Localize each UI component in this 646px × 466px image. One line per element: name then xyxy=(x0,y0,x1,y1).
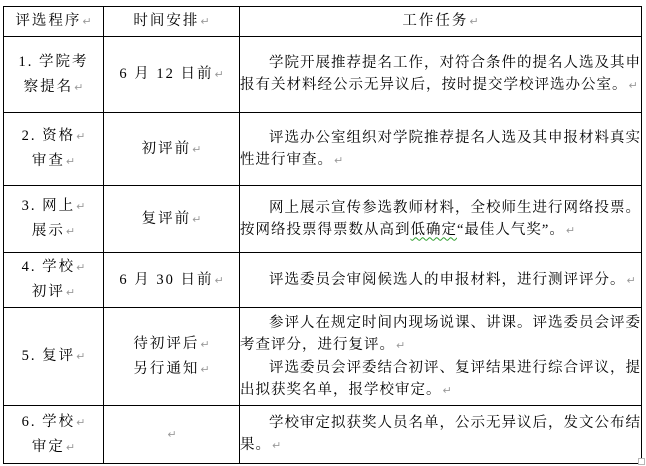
table-row xyxy=(4,253,642,308)
header-label-task: 工作任务 xyxy=(402,13,469,29)
spellcheck-wavy-text: 低确定 xyxy=(410,221,457,238)
task-text: 评选委员会审阅候选人的申报材料，进行测评评分。 xyxy=(269,271,626,288)
time-text: 6 月 30 日前 xyxy=(119,271,214,288)
paragraph-mark-icon: ↵ xyxy=(200,337,210,351)
time-cell xyxy=(104,113,240,186)
procedure-cell xyxy=(4,113,104,186)
procedure-line xyxy=(4,75,103,100)
paragraph-mark-icon: ↵ xyxy=(76,130,86,143)
header-cell-task xyxy=(240,7,642,37)
task-paragraph xyxy=(240,52,641,97)
procedure-line xyxy=(4,280,103,305)
task-text: “最佳人气奖”。 xyxy=(457,221,565,238)
task-cell xyxy=(240,308,642,406)
paragraph-mark-icon: ↵ xyxy=(200,15,210,28)
paragraph-mark-icon: ↵ xyxy=(214,68,224,81)
task-paragraph xyxy=(240,312,641,357)
task-cell xyxy=(240,113,642,186)
time-line xyxy=(104,357,239,382)
paragraph-mark-icon: ↵ xyxy=(214,273,224,287)
procedure-line xyxy=(4,149,103,174)
paragraph-mark-icon: ↵ xyxy=(65,440,76,454)
header-label-time: 时间安排 xyxy=(133,13,200,29)
table-row xyxy=(4,308,642,406)
procedure-line xyxy=(4,219,103,244)
procedure-cell xyxy=(4,406,104,464)
time-cell xyxy=(104,37,240,113)
task-text: 评选委员会评委结合初评、复评结果进行综合评议，提出拟获奖名单，报学校审定。 xyxy=(240,359,641,398)
paragraph-mark-icon: ↵ xyxy=(65,155,76,168)
procedure-line xyxy=(4,410,103,435)
procedure-line xyxy=(4,124,103,149)
paragraph-mark-icon: ↵ xyxy=(469,15,479,28)
procedure-line xyxy=(4,50,103,75)
procedure-text: 6. 学校 xyxy=(21,413,76,430)
task-paragraph xyxy=(240,357,641,402)
paragraph-mark-icon: ↵ xyxy=(76,350,86,363)
time-line xyxy=(104,332,239,357)
header-label-procedure: 评选程序 xyxy=(15,13,82,29)
procedure-text: 5. 复评 xyxy=(21,348,76,364)
paragraph-mark-icon: ↵ xyxy=(626,273,636,287)
time-text: 6 月 12 日前 xyxy=(119,66,214,82)
time-cell xyxy=(104,308,240,406)
paragraph-mark-icon: ↵ xyxy=(565,223,576,237)
paragraph-mark-icon: ↵ xyxy=(167,428,177,441)
procedure-cell xyxy=(4,37,104,113)
table-row xyxy=(4,37,642,113)
procedure-line xyxy=(4,344,103,369)
paragraph-mark-icon: ↵ xyxy=(272,439,282,452)
task-text: 学校审定拟获奖人员名单，公示无异议后，发文公布结果。 xyxy=(240,415,641,453)
task-text: 学院开展推荐提名工作，对符合条件的提名人选及其申报有关材料经公示无异议后，按时提交学校评选办公室。 xyxy=(240,55,641,93)
procedure-text: 2. 资格 xyxy=(21,128,76,144)
paragraph-mark-icon: ↵ xyxy=(192,142,202,156)
procedure-line xyxy=(4,194,103,219)
paragraph-mark-icon: ↵ xyxy=(442,383,452,397)
paragraph-mark-icon: ↵ xyxy=(65,286,76,299)
selection-procedure-table xyxy=(3,6,642,464)
time-line xyxy=(104,137,239,162)
procedure-cell xyxy=(4,186,104,253)
task-text: 参评人在规定时间内现场说课、讲课。评选委员会评委考查评分，进行复评。 xyxy=(240,314,641,353)
paragraph-mark-icon: ↵ xyxy=(192,212,202,226)
paragraph-mark-icon: ↵ xyxy=(82,15,92,28)
paragraph-mark-icon: ↵ xyxy=(76,261,86,274)
procedure-text: 察提名 xyxy=(23,78,74,95)
paragraph-mark-icon: ↵ xyxy=(76,200,86,213)
procedure-text: 展示 xyxy=(31,223,65,239)
procedure-text: 4. 学校 xyxy=(21,259,76,275)
time-cell xyxy=(104,186,240,253)
paragraph-mark-icon: ↵ xyxy=(200,362,210,376)
time-text: 初评前 xyxy=(141,140,192,157)
task-paragraph xyxy=(240,127,641,172)
task-cell xyxy=(240,406,642,464)
time-cell-empty xyxy=(104,406,240,464)
task-cell xyxy=(240,186,642,253)
time-text: 另行通知 xyxy=(133,360,200,377)
procedure-text: 审查 xyxy=(31,153,65,169)
paragraph-mark-icon: ↵ xyxy=(334,153,344,167)
time-line xyxy=(104,268,239,293)
procedure-text: 审定 xyxy=(31,438,65,455)
procedure-line xyxy=(4,255,103,280)
paragraph-mark-icon: ↵ xyxy=(628,79,638,92)
table-header-row xyxy=(4,7,642,37)
procedure-cell xyxy=(4,253,104,308)
time-text: 复评前 xyxy=(141,210,192,227)
table-row xyxy=(4,113,642,186)
task-cell xyxy=(240,37,642,113)
task-cell xyxy=(240,253,642,308)
time-line xyxy=(104,422,239,447)
procedure-text: 初评 xyxy=(31,284,65,300)
task-paragraph xyxy=(240,197,641,242)
task-paragraph xyxy=(240,269,641,292)
task-text: 评选办公室组织对学院推荐提名人选及其申报材料真实性进行审查。 xyxy=(240,129,641,168)
procedure-line xyxy=(4,435,103,460)
time-text: 待初评后 xyxy=(133,335,200,352)
paragraph-mark-icon: ↵ xyxy=(76,415,86,429)
procedure-text: 3. 网上 xyxy=(21,198,76,214)
task-text: 网上展示宣传参选教师材料，全校师生进行网络投票。按网络投票得票数从高到 xyxy=(240,199,641,238)
table-resize-handle[interactable] xyxy=(638,458,645,465)
table-row xyxy=(4,406,642,464)
paragraph-mark-icon: ↵ xyxy=(65,225,76,238)
paragraph-mark-icon: ↵ xyxy=(396,338,406,352)
table-row xyxy=(4,186,642,253)
time-cell xyxy=(104,253,240,308)
task-paragraph xyxy=(240,412,641,457)
header-cell-procedure xyxy=(4,7,104,37)
time-line xyxy=(104,207,239,232)
procedure-text: 1. 学院考 xyxy=(18,53,89,70)
header-cell-time xyxy=(104,7,240,37)
paragraph-mark-icon: ↵ xyxy=(74,80,84,94)
procedure-cell xyxy=(4,308,104,406)
time-line xyxy=(104,62,239,87)
